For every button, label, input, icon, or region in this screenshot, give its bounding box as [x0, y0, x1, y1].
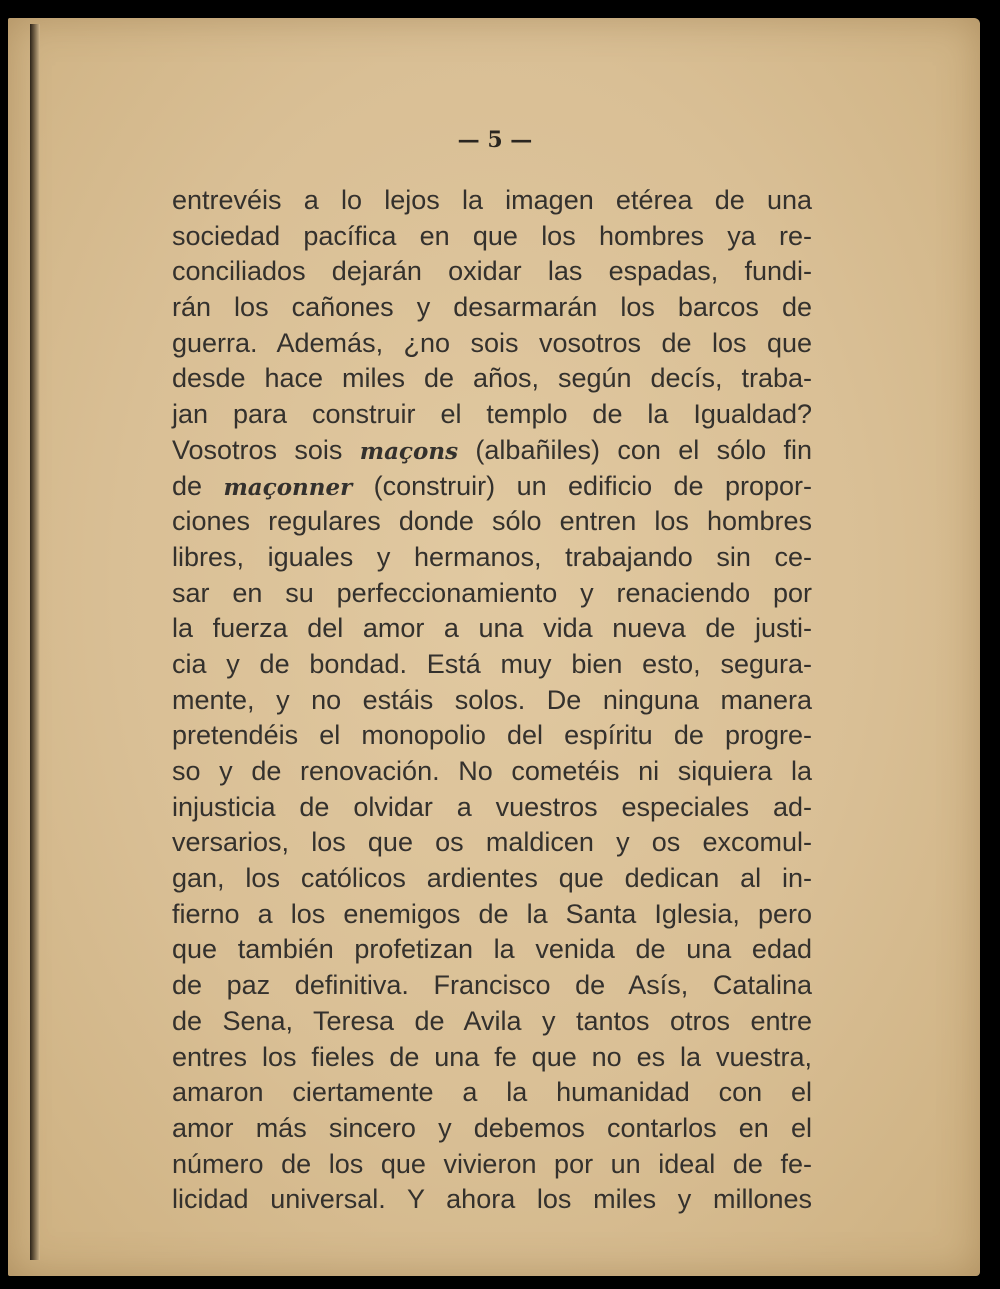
page-number: — 5 —	[457, 127, 533, 153]
text-line: libres, iguales y hermanos, trabajando sin ce-	[172, 541, 812, 572]
text-line: entrevéis a lo lejos la imagen etérea de una	[172, 185, 812, 215]
text-line: guerra. Además, ¿no sois vosotros de los que	[172, 327, 812, 358]
text-line: ciones regulares donde sólo entren los hombres	[172, 506, 812, 537]
text-segment: (construir) un edificio de propor-	[352, 470, 812, 501]
text-line: la fuerza del amor a una vida nueva de justi-	[172, 613, 812, 644]
italic-term: maçonner	[223, 473, 353, 501]
text-segment: (albañiles) con el sólo fin	[458, 434, 812, 465]
text-line: cia y de bondad. Está muy bien esto, segura-	[172, 648, 812, 679]
text-line: injusticia de olvidar a vuestros especiales ad-	[172, 791, 812, 822]
text-line: amor más sincero y debemos contarlos en el	[172, 1112, 812, 1143]
text-line	[172, 433, 812, 469]
text-line: número de los que vivieron por un ideal de fe-	[172, 1148, 812, 1179]
text-line: que también profetizan la venida de una edad	[172, 934, 812, 965]
text-segment: Vosotros sois	[172, 434, 360, 465]
text-line: de paz definitiva. Francisco de Asís, Catalina	[172, 970, 812, 1001]
text-line: sar en su perfeccionamiento y renaciendo por	[172, 577, 812, 608]
text-line: mente, y no estáis solos. De ninguna manera	[172, 684, 812, 715]
text-line: conciliados dejarán oxidar las espadas, fundi-	[172, 256, 812, 287]
text-line: sociedad pacífica en que los hombres ya re-	[172, 220, 812, 251]
text-line: jan para construir el templo de la Igualdad?	[172, 399, 812, 430]
text-line: licidad universal. Y ahora los miles y millones	[172, 1184, 812, 1215]
text-line: entres los fieles de una fe que no es la vuestra,	[172, 1041, 812, 1072]
text-line: gan, los católicos ardientes que dedican al in-	[172, 863, 812, 894]
text-line: desde hace miles de años, según decís, traba-	[172, 363, 812, 394]
text-line: fierno a los enemigos de la Santa Iglesia, pero	[172, 898, 812, 929]
body-text	[172, 183, 812, 1218]
text-line: amaron ciertamente a la humanidad con el	[172, 1077, 812, 1108]
italic-term: maçons	[359, 437, 459, 465]
text-line: so y de renovación. No cometéis ni siquiera la	[172, 756, 812, 786]
text-line: versarios, los que os maldicen y os excomul-	[172, 827, 812, 858]
text-line	[172, 469, 812, 505]
text-line: de Sena, Teresa de Avila y tantos otros entre	[172, 1005, 812, 1036]
text-segment: de	[172, 470, 224, 501]
text-line: rán los cañones y desarmarán los barcos de	[172, 292, 812, 323]
binding-edge	[30, 24, 40, 1260]
text-line: pretendéis el monopolio del espíritu de progre-	[172, 720, 812, 751]
